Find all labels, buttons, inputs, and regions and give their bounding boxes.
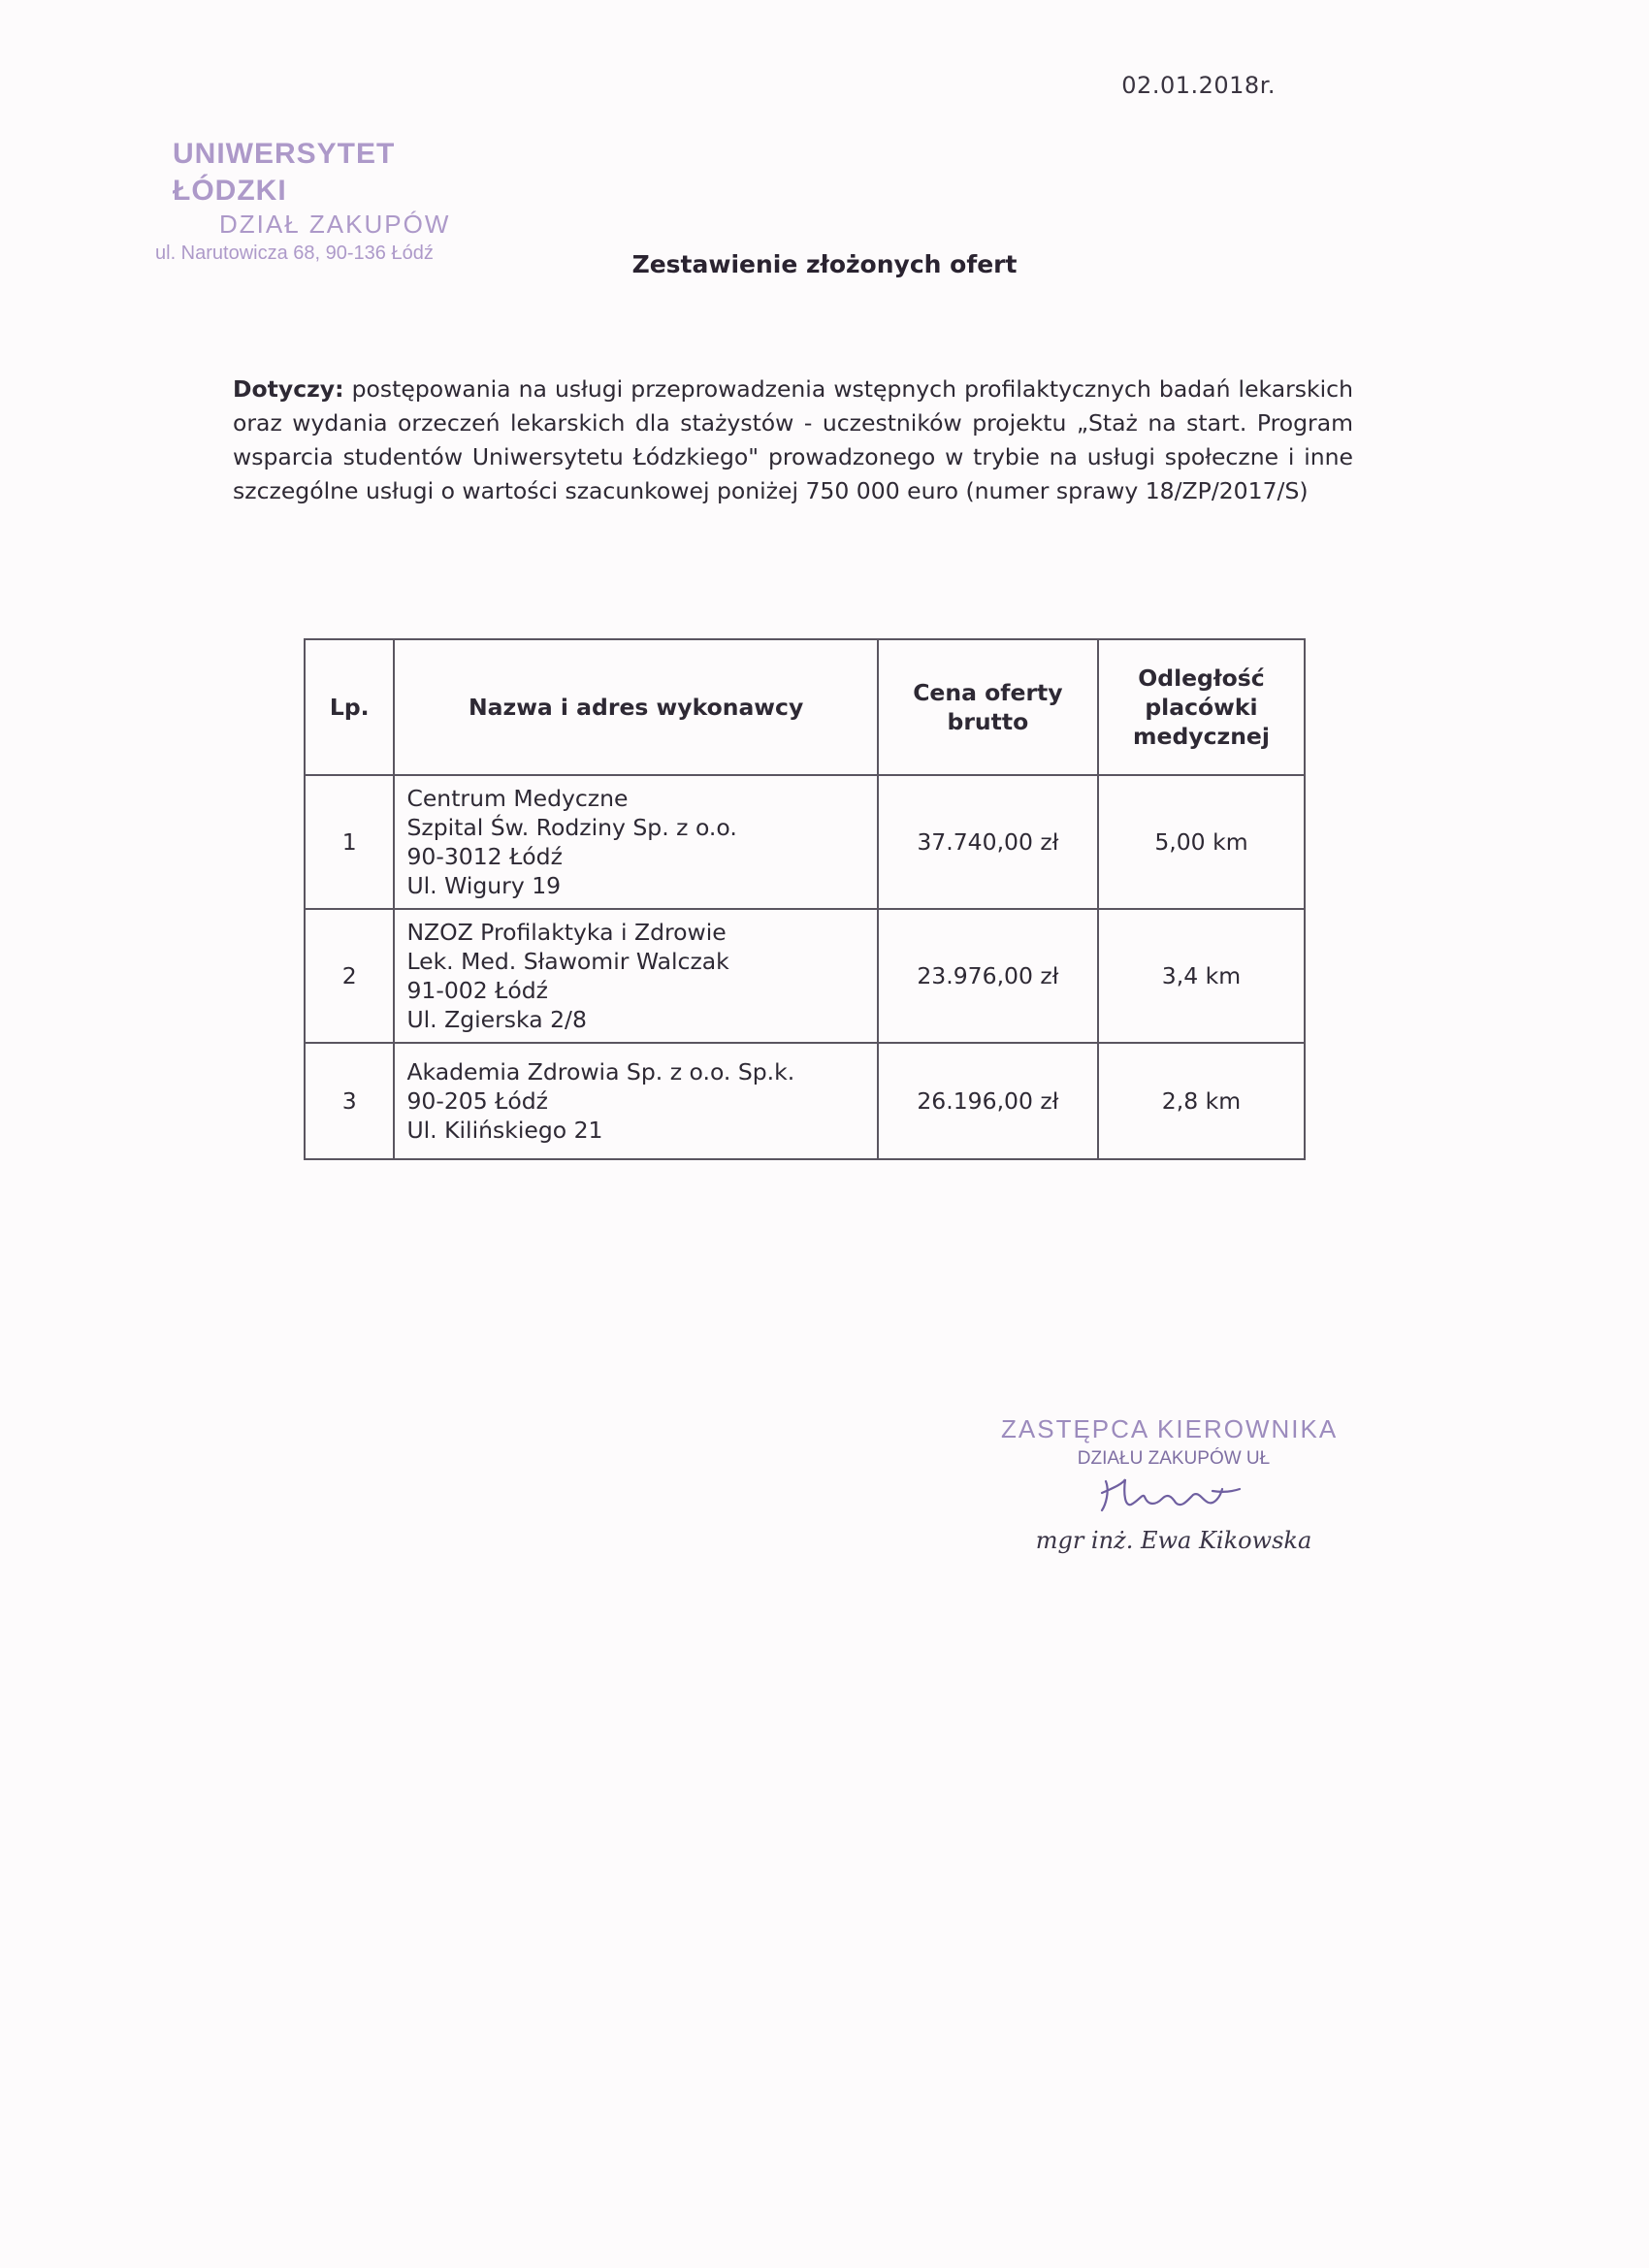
row-lp: 1 [305, 775, 394, 909]
subject-label: Dotyczy: [233, 375, 344, 403]
signatory-department: DZIAŁU ZAKUPÓW UŁ [1077, 1448, 1271, 1469]
contractor-line: Szpital Św. Rodziny Sp. z o.o. [406, 814, 737, 841]
row-distance: 2,8 km [1098, 1043, 1305, 1159]
row-price: 26.196,00 zł [878, 1043, 1098, 1159]
row-contractor [394, 909, 877, 1043]
header-name: Nazwa i adres wykonawcy [394, 639, 877, 775]
row-contractor [394, 775, 877, 909]
row-lp: 3 [305, 1043, 394, 1159]
header-price: Cena oferty brutto [878, 639, 1098, 775]
handwritten-signature [1067, 1472, 1280, 1522]
contractor-line: 90-205 Łódź [406, 1087, 548, 1115]
contractor-line: Lek. Med. Sławomir Walczak [406, 948, 729, 975]
row-distance: 3,4 km [1098, 909, 1305, 1043]
contractor-line: Centrum Medyczne [406, 785, 629, 812]
table-row [305, 1043, 1305, 1159]
row-price: 23.976,00 zł [878, 909, 1098, 1043]
subject-paragraph [233, 373, 1353, 508]
header-distance: Odległość placówki medycznej [1098, 639, 1305, 775]
row-lp: 2 [305, 909, 394, 1043]
signatory-name: mgr inż. Ewa Kikowska [1035, 1527, 1312, 1554]
signatory-role: ZASTĘPCA KIEROWNIKA [1001, 1414, 1339, 1443]
table-row [305, 909, 1305, 1043]
document-date: 02.01.2018r. [1121, 72, 1276, 99]
subject-text: postępowania na usługi przeprowadzenia wstępnych profilaktycznych badań lekarskich oraz wydania orzeczeń lekarskich dla stażystów - uczestników projektu „Staż na start. Program wsparcia studentów Uniwersytetu Łódzkiego" prowadzonego w trybie na usługi społeczne i inne szczególne usługi o wartości szacunkowej poniżej 750 000 euro (numer sprawy 18/ZP/2017/S) [233, 375, 1353, 504]
contractor-line: 90-3012 Łódź [406, 843, 563, 870]
stamp-line-3: ul. Narutowicza 68, 90-136 Łódź [155, 243, 434, 264]
stamp-line-2: DZIAŁ ZAKUPÓW [219, 210, 451, 239]
table-header-row [305, 639, 1305, 775]
row-contractor [394, 1043, 877, 1159]
document-title: Zestawienie złożonych ofert [631, 250, 1018, 278]
signature-block [970, 1414, 1377, 1554]
contractor-line: Akademia Zdrowia Sp. z o.o. Sp.k. [406, 1058, 795, 1085]
contractor-line: 91-002 Łódź [406, 977, 548, 1004]
contractor-line: Ul. Kilińskiego 21 [406, 1117, 603, 1144]
table-row [305, 775, 1305, 909]
contractor-line: Ul. Wigury 19 [406, 872, 562, 899]
contractor-line: Ul. Zgierska 2/8 [406, 1006, 587, 1033]
contractor-line: NZOZ Profilaktyka i Zdrowie [406, 919, 727, 946]
stamp-line-1: UNIWERSYTET ŁÓDZKI [173, 138, 396, 207]
university-stamp [155, 136, 514, 268]
row-price: 37.740,00 zł [878, 775, 1098, 909]
header-lp: Lp. [305, 639, 394, 775]
row-distance: 5,00 km [1098, 775, 1305, 909]
offers-table [304, 638, 1306, 1160]
